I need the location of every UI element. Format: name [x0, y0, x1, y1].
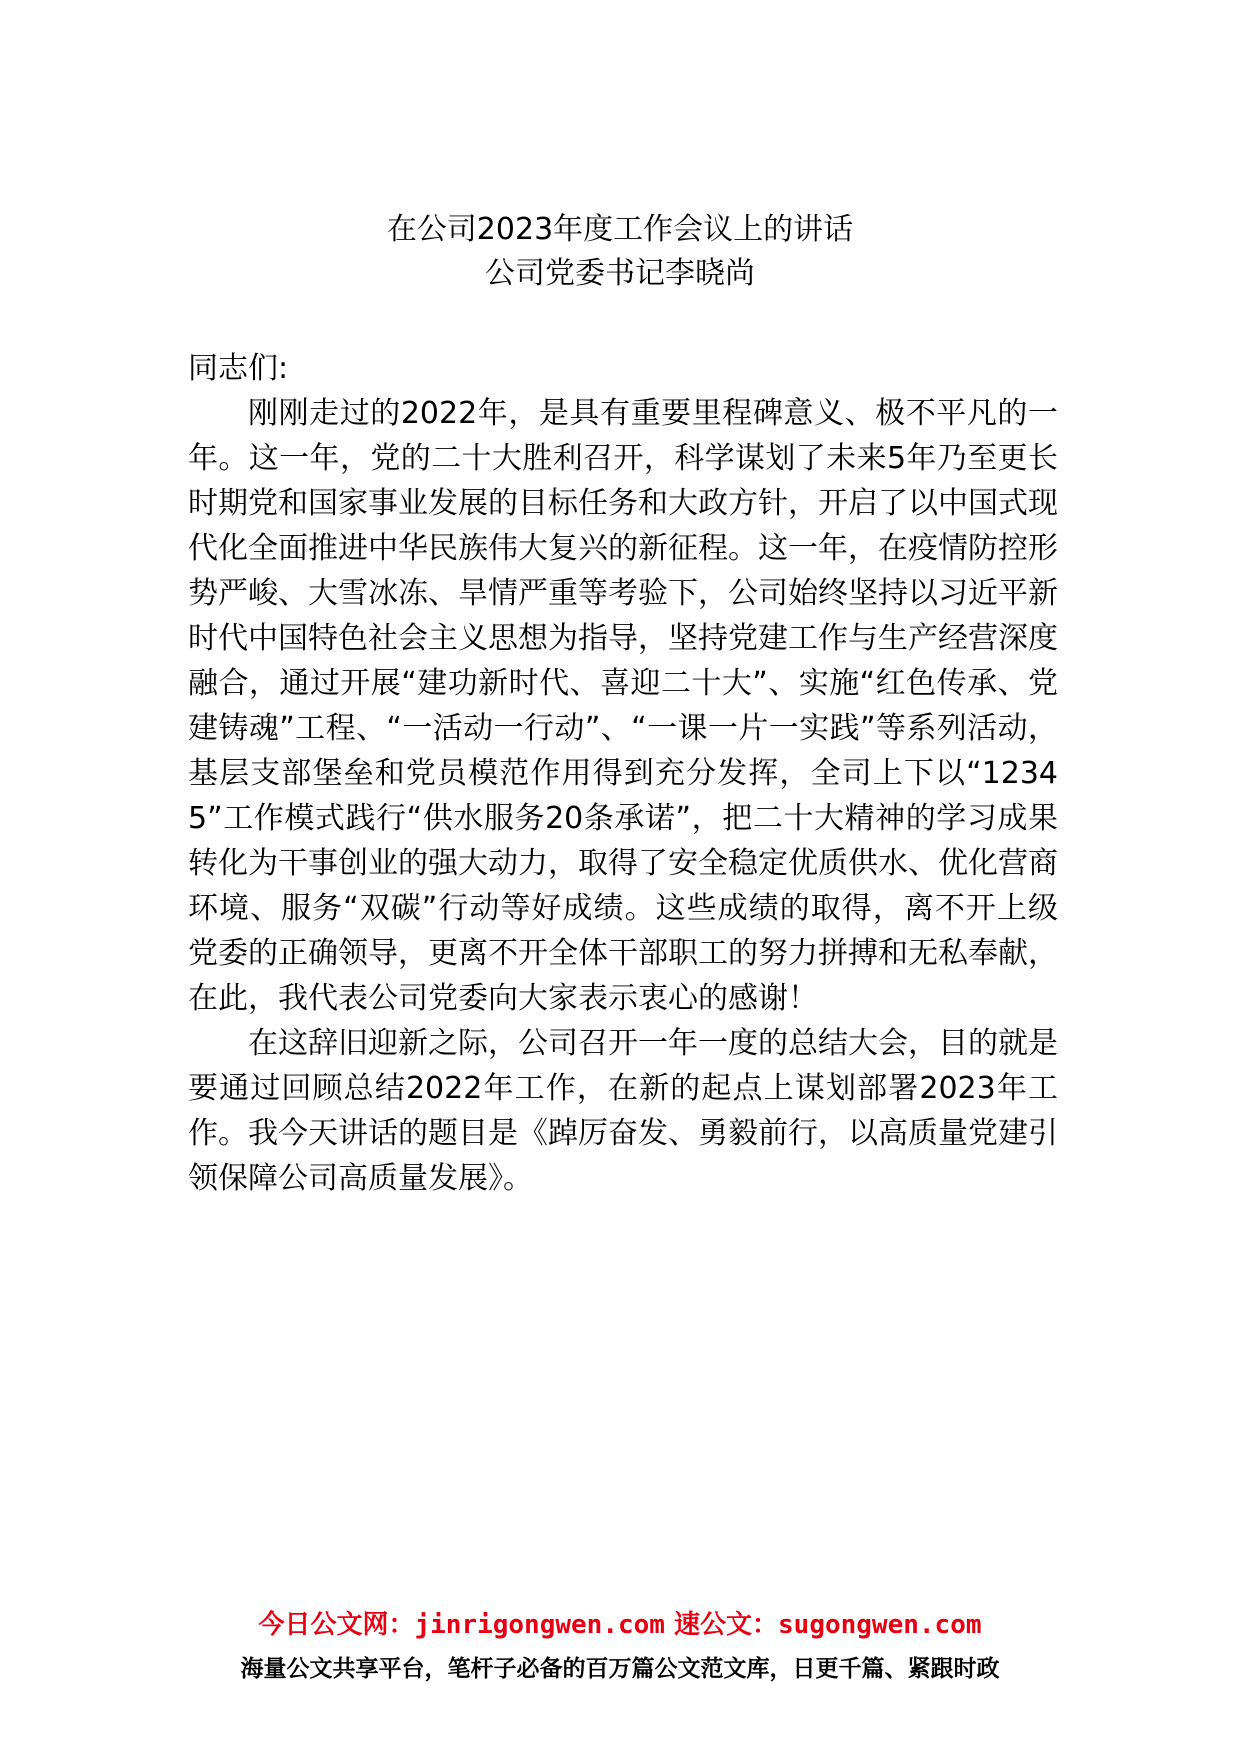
- body-paragraph: 刚刚走过的2022年，是具有重要里程碑意义、极不平凡的一年。这一年，党的二十大胜利召开，科学谋划了未来5年乃至更长时期党和国家事业发展的目标任务和大政方针，开启了以中国式现代化全面推进中华民族伟大复兴的新征程。这一年，在疫情防控形势严峻、大雪冰冻、旱情严重等考验下，公司始终坚持以习近平新时代中国特色社会主义思想为指导，坚持党建工作与生产经营深度融合，通过开展“建功新时代、喜迎二十大”、实施“红色传承、党建铸魂”工程、“一活动一行动”、“一课一片一实践”等系列活动，基层支部堡垒和党员模范作用得到充分发挥，全司上下以“12345”工作模式践行“供水服务20条承诺”，把二十大精神的学习成果转化为干事创业的强大动力，取得了安全稳定优质供水、优化营商环境、服务“双碳”行动等好成绩。这些成绩的取得，离不开上级党委的正确领导，更离不开全体干部职工的努力拼搏和无私奉献，在此，我代表公司党委向大家表示衷心的感谢！: [188, 396, 1058, 1016]
- footer-site2-url[interactable]: sugongwen.com: [778, 1610, 982, 1640]
- footer-site1-url[interactable]: jinrigongwen.com: [414, 1610, 665, 1640]
- document-subtitle: 公司党委书记李晓尚: [485, 256, 755, 291]
- body-paragraph: 在这辞旧迎新之际，公司召开一年一度的总结大会，目的就是要通过回顾总结2022年工作，在新的起点上谋划部署2023年工作。我今天讲话的题目是《踔厉奋发、勇毅前行，以高质量党建引领保障公司高质量发展》。: [188, 1026, 1058, 1196]
- document-title: 在公司2023年度工作会议上的讲话: [386, 212, 854, 247]
- footer-tagline: 海量公文共享平台，笔杆子必备的百万篇公文范文库，日更千篇、紧跟时政: [240, 1656, 1000, 1682]
- footer-site1-name: 今日公文网：: [258, 1610, 415, 1640]
- title-block: [0, 208, 1240, 296]
- salutation: 同志们:: [188, 351, 289, 386]
- footer-site2-name: 速公文：: [674, 1610, 779, 1640]
- document-body: [188, 346, 1058, 1201]
- footer-links: [0, 1608, 1240, 1642]
